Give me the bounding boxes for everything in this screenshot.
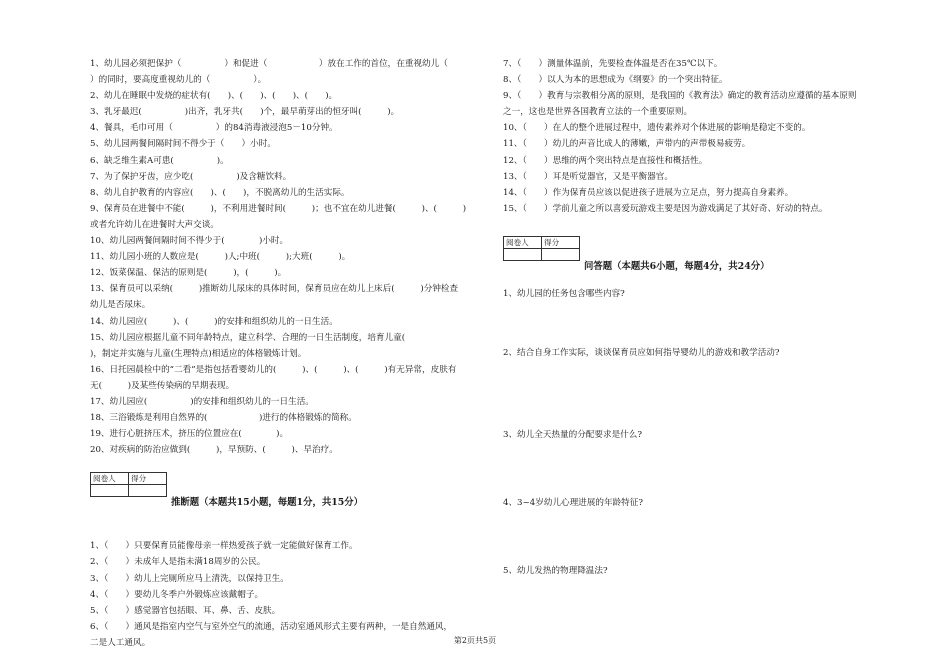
fill-blank-line: 15、幼儿园应根据儿童不同年龄特点，建立科学、合理的一日生活制度，培育儿童( [90,332,457,343]
judgment-item-line: 14、（ ）作为保育员应该以促进孩子进展为立足点，努力提高自身素养。 [503,187,794,198]
left-column [90,56,483,651]
fill-blank-section [90,56,483,458]
judgment-item-line: 12、（ ）思维的两个突出特点是直接性和概括性。 [503,155,708,166]
qa-items [503,286,883,579]
fill-blank-line: 19、进行心脏挤压术，挤压的位置应在( )。 [90,429,289,440]
judgment-item-line: 8、（ ）以人为本的思想成为《纲要》的一个突出特征。 [503,75,728,86]
answer-space[interactable] [503,443,883,495]
answer-space[interactable] [503,302,883,345]
judgment-item-line: 3、（ ）幼儿上完厕所应马上清洗，以保持卫生。 [90,573,289,584]
qa-question: 5、幼儿发热的物理降温法? [503,565,608,576]
judgment-item-line: 15、（ ）学前儿童之所以喜爱玩游戏主要是因为游戏满足了其好奇、好动的特点。 [503,203,828,214]
fill-blank-line: 或者允许幼儿在进餐时大声交谈。 [90,219,219,230]
qa-section-title: 问答题（本题共6小题，每题4分，共24分） [584,260,770,272]
page-footer: 第2页共5页 [453,636,497,645]
qa-section-header [503,236,883,282]
fill-blank-line: 8、幼儿自护教育的内容应( )、( )，不脱离幼儿的生活实际。 [90,187,350,198]
reviewer-cell [504,248,542,260]
judgment-item-line: 之一，这也是世界各国教育立法的一个重要原则。 [503,107,693,118]
judgment-section-title: 推断题（本题共15小题，每题1分，共15分） [171,497,363,509]
judgment-items-right [503,56,883,217]
fill-blank-line: 3、乳牙最迟( )出齐，乳牙共( )个，最早萌芽出的恒牙叫( )。 [90,107,400,118]
judgment-item-line: 4、（ ）要幼儿冬季户外锻炼应该戴帽子。 [90,589,264,600]
score-label: 得分 [129,473,167,485]
score-cell [542,248,580,260]
qa-question: 1、幼儿园的任务包含哪些内容? [503,288,625,299]
score-cell [129,485,167,497]
fill-blank-line: 17、幼儿园应( )的安排和组织幼儿的一日生活。 [90,396,314,407]
reviewer-cell [91,485,129,497]
fill-blank-line: 6、缺乏维生素A可患( )。 [90,155,229,166]
judgment-item-line: 5、（ ）感觉器官包括眼、耳、鼻、舌、皮肤。 [90,605,281,616]
fill-blank-line: 无( )及某些传染病的早期表现。 [90,380,235,391]
judgment-item-line: 6、（ ）通风是指室内空气与室外空气的流通，活动室通风形式主要有两种，一是自然通风， [90,621,453,632]
fill-blank-line: 4、餐具，毛巾可用（ ）的84消毒液浸泡5－10分钟。 [90,123,338,134]
reviewer-label: 阅卷人 [504,236,542,248]
fill-blank-line: 11、幼儿园小班的人数应是( )人;中班( );大班( )。 [90,252,351,263]
fill-blank-line: 9、保育员在进餐中不能( )，不利用进餐时间( )；也不宜在幼儿进餐( )、( ) [90,203,467,214]
answer-space[interactable] [503,361,883,427]
fill-blank-line: 18、三浴锻炼是利用自然界的( )进行的体格锻炼的简称。 [90,413,357,424]
judgment-item-line: 2、（ ）未成年人是指未满18周岁的公民。 [90,557,266,568]
judgment-item-line: 13、（ ）耳是听觉器官，又是平衡器官。 [503,171,673,182]
score-table [503,236,580,261]
fill-blank-line: 5、幼儿园两餐间隔时间不得少于（ ）小时。 [90,139,276,150]
judgment-section-header [90,472,483,518]
fill-blank-line: 2、幼儿在睡眠中发烧的症状有( )、( )、( )、( )。 [90,91,338,102]
fill-blank-line: 10、幼儿园两餐间隔时间不得少于( )小时。 [90,236,289,247]
judgment-item-line: 11、（ ）幼儿的声音比成人的薄嫩，声带内的声带极易疲劳。 [503,139,751,150]
fill-blank-line: 14、幼儿园应( )、( )的安排和组织幼儿的一日生活。 [90,316,338,327]
fill-blank-line: 1、幼儿园必须把保护（ ）和促进（ ）放在工作的首位，在重视幼儿（ [90,59,448,69]
fill-blank-line: 幼儿是否尿床。 [90,300,151,311]
qa-question: 3、幼儿全天热量的分配要求是什么? [503,429,642,440]
answer-space[interactable] [503,511,883,563]
qa-question: 2、结合自身工作实际，谈谈保育员应如何指导婴幼儿的游戏和教学活动? [503,347,780,358]
fill-blank-line: 20、对疾病的防治应做到( )，早预防、( )、早治疗。 [90,445,338,456]
score-label: 得分 [542,236,580,248]
qa-question: 4、3~4岁幼儿心理进展的年龄特征? [503,497,643,508]
fill-blank-line: 7、为了保护牙齿，应少吃( )及含糖饮料。 [90,171,292,182]
judgment-item-line: 10、（ ）在人的整个进展过程中，遗传素养对个体进展的影响是稳定不变的。 [503,123,811,134]
reviewer-label: 阅卷人 [91,473,129,485]
judgment-item-line: 二是人工通风。 [90,637,151,648]
judgment-item-line: 1、（ ）只要保育员能像母亲一样热爱孩子就一定能做好保育工作。 [90,541,358,552]
judgment-item-line: 9、（ ）教育与宗教相分离的原则，是我国的《教育法》确定的教育活动应遵循的基本原则 [503,91,857,102]
fill-blank-line: 12、饭菜保温、保洁的原则是( )，( )。 [90,268,287,279]
fill-blank-line: 16、日托园晨检中的“二看”是指包括看婴幼儿的( )、( )、( )有无异常，皮肤有 [90,364,457,375]
right-column [503,56,883,579]
fill-blank-line: )，制定并实施与儿童(生理特点)相适应的体格锻炼计划。 [90,348,307,359]
fill-blank-line: 13、保育员可以采纳( )推断幼儿尿床的具体时间，保育员应在幼儿上床后( )分钟检查 [90,284,459,295]
fill-blank-line: ）的同时，要高度重视幼儿的（ ）。 [90,75,267,86]
score-table [90,472,167,497]
judgment-item-line: 7、（ ）测量体温前，先要检查体温是否在35℃以下。 [503,59,723,69]
